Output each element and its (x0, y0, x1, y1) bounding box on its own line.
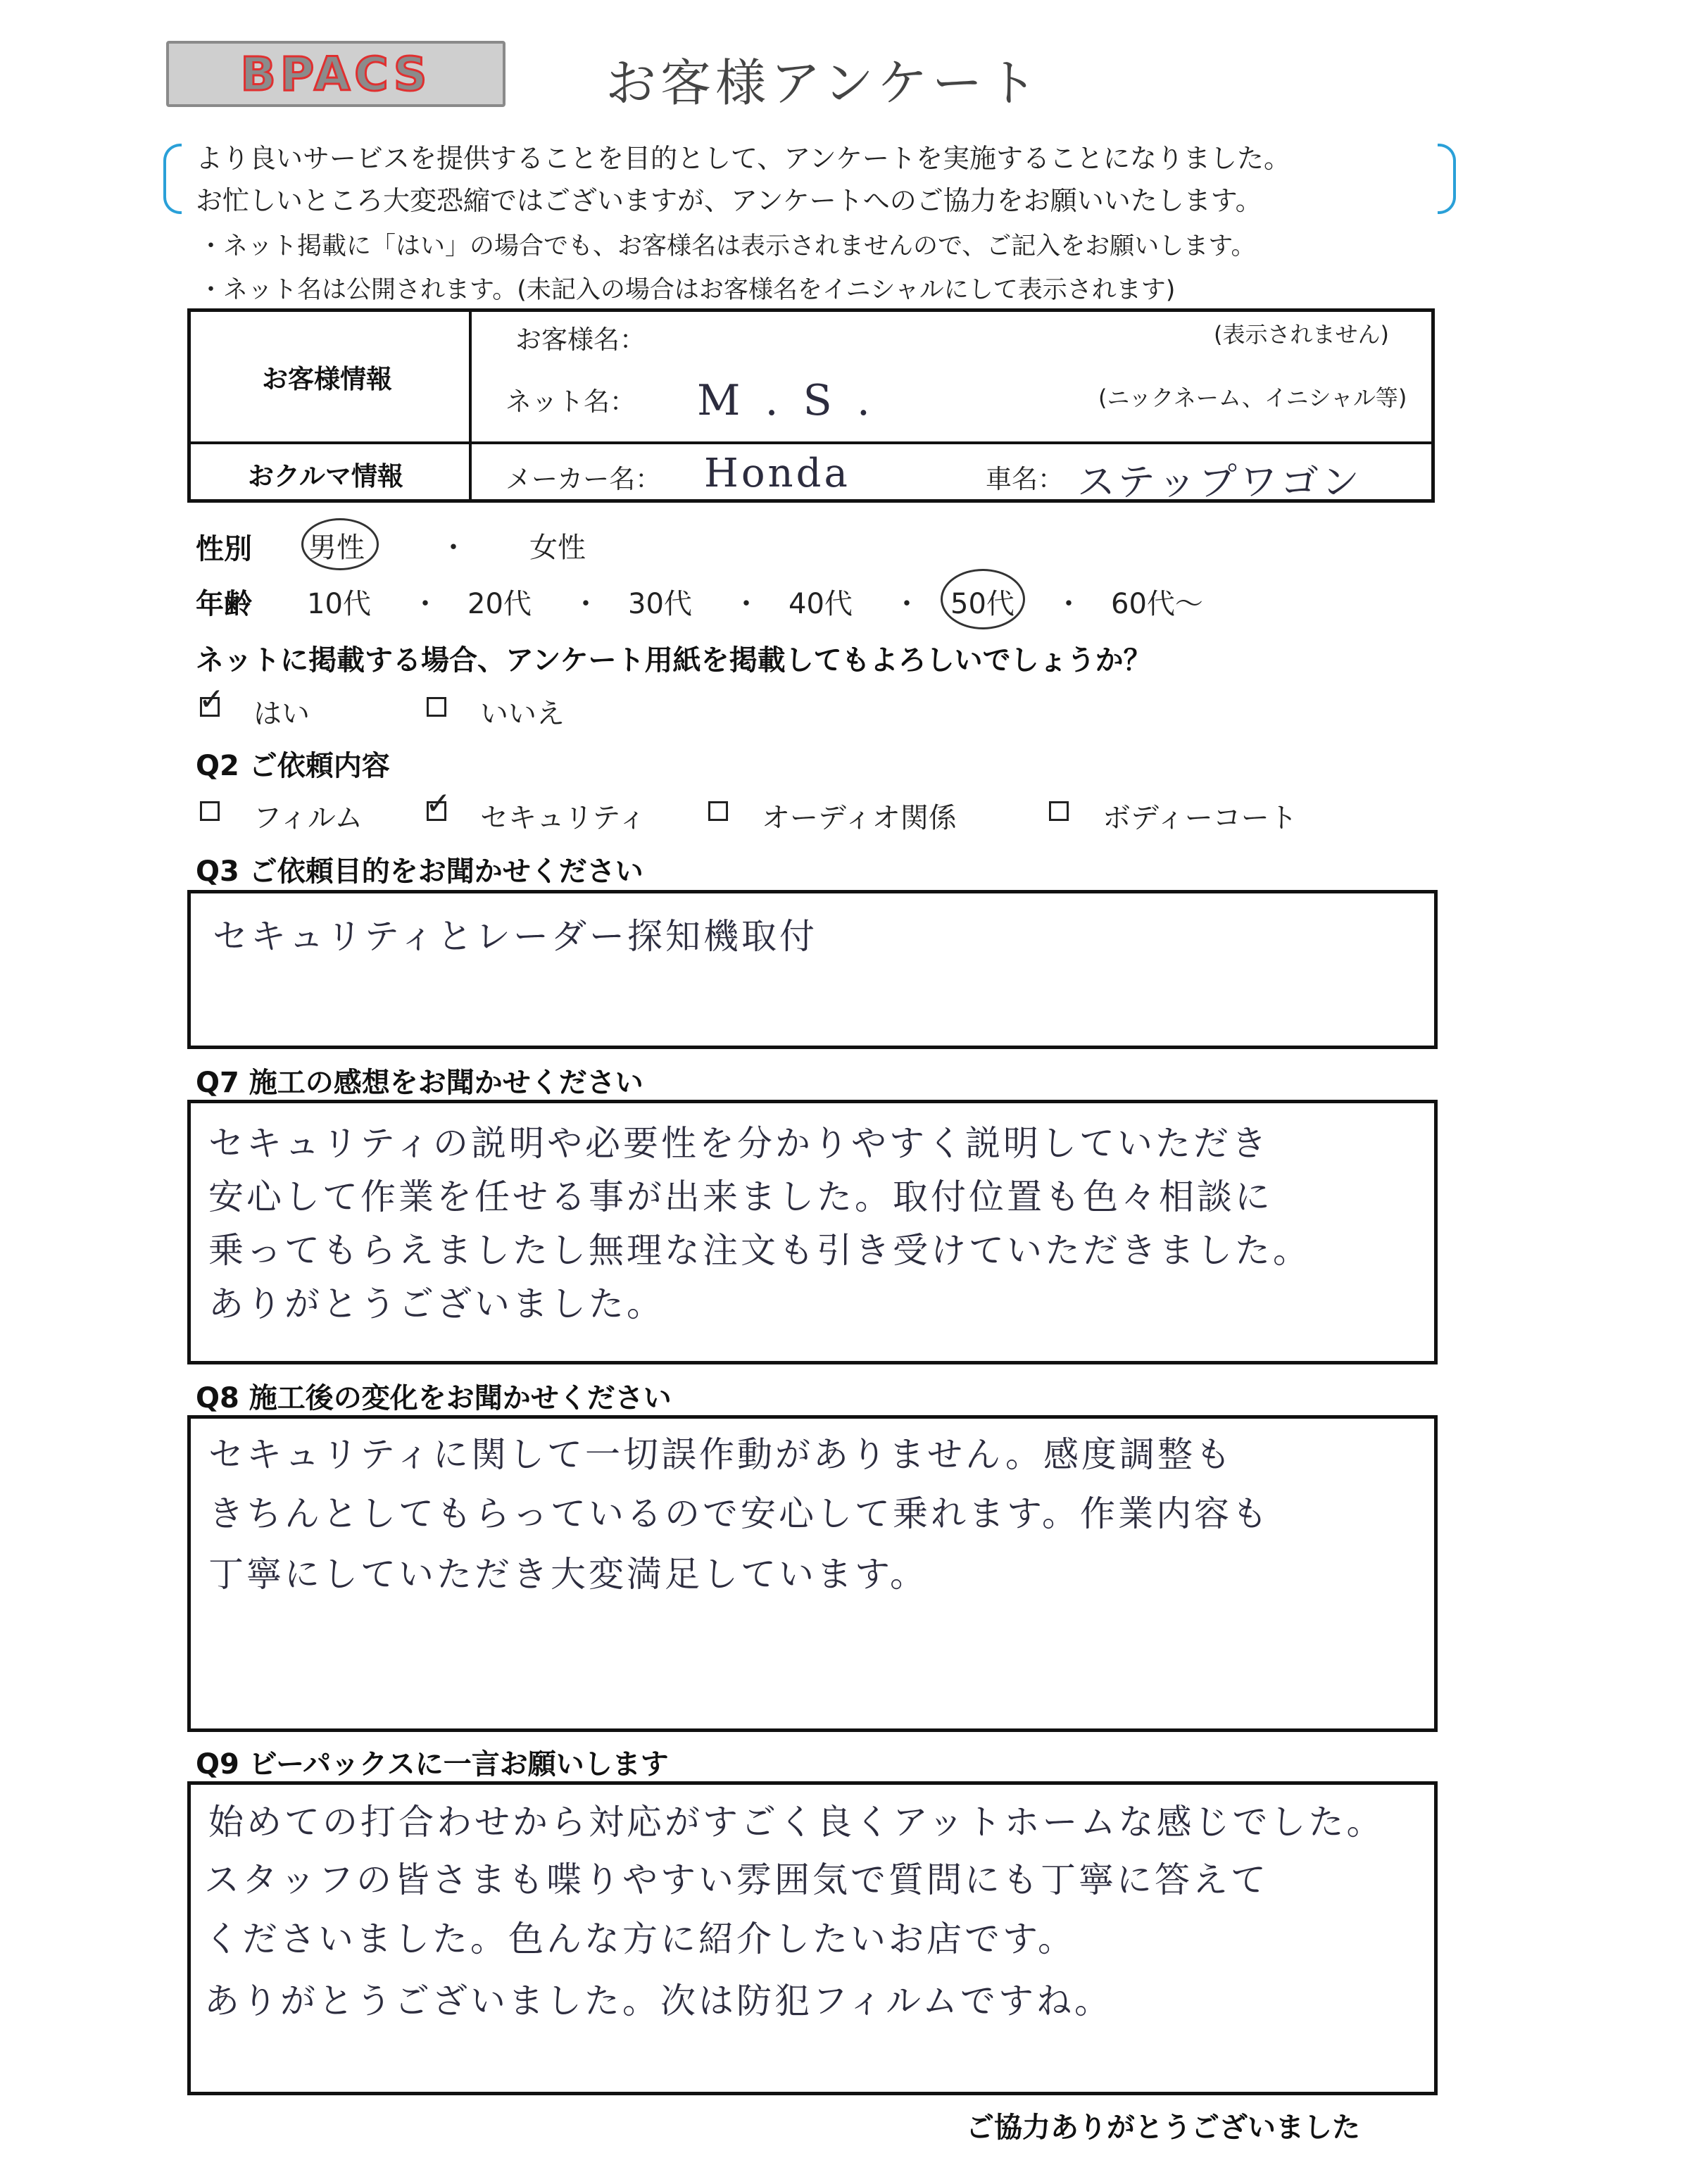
car-info-label: おクルマ情報 (248, 461, 403, 491)
q2-audio-checkbox[interactable] (708, 801, 728, 821)
age-option-20s[interactable]: 20代 (467, 588, 532, 620)
car-name-label: 車名： (986, 464, 1064, 494)
customer-info-label: お客様情報 (262, 364, 392, 394)
publish-no-checkbox[interactable] (427, 697, 446, 717)
maker-value[interactable]: Honda (704, 451, 850, 496)
age-separator: ・ (411, 588, 439, 620)
q9-answer-line: スタッフの皆さまも喋りやすい雰囲気で質問にも丁寧に答えて (204, 1859, 1269, 1900)
age-option-60s-plus[interactable]: 60代〜 (1111, 588, 1203, 620)
net-name-note: (ニックネーム、イニシャル等) (1098, 384, 1407, 411)
q8-answer-line: 丁寧にしていただき大変満足しています。 (208, 1554, 928, 1595)
q7-label: Q7 施工の感想をお聞かせください (196, 1067, 643, 1099)
age-separator: ・ (732, 588, 760, 620)
intro-bracket-left (163, 144, 182, 214)
q9-answer-line: 始めての打合わせから対応がすごく良くアットホームな感じでした。 (208, 1802, 1385, 1843)
gender-label: 性別 (196, 533, 252, 565)
q7-answer-line: 乗ってもらえましたし無理な注文も引き受けていただきました。 (208, 1230, 1311, 1271)
age-option-50s[interactable]: 50代 (950, 588, 1015, 620)
q8-answer-line: セキュリティに関して一切誤作動がありません。感度調整も (208, 1434, 1233, 1475)
intro-bracket-right (1438, 144, 1456, 214)
maker-label: メーカー名： (505, 464, 662, 494)
q3-answer-line: セキュリティとレーダー探知機取付 (213, 916, 817, 957)
intro-note-2: ・ネット名は公開されます。(未記入の場合はお客様名をイニシャルにして表示されます) (199, 276, 1176, 304)
q7-answer-line: ありがとうございました。 (208, 1284, 665, 1324)
q7-answer-line: セキュリティの説明や必要性を分かりやすく説明していただき (208, 1123, 1269, 1164)
q9-label: Q9 ビーパックスに一言お願いします (196, 1748, 669, 1781)
q3-label: Q3 ご依頼目的をお聞かせください (196, 855, 643, 888)
age-separator: ・ (572, 588, 600, 620)
q2-label: Q2 ご依頼内容 (196, 750, 390, 782)
q2-audio-label: オーディオ関係 (762, 802, 957, 834)
q9-answer-line: ありがとうございました。次は防犯フィルムですね。 (204, 1981, 1112, 2021)
age-option-40s[interactable]: 40代 (789, 588, 853, 620)
customer-name-note: (表示されません) (1214, 321, 1389, 348)
table-divider-vertical (469, 308, 472, 503)
bpacs-logo (166, 41, 505, 107)
q2-security-label: セキュリティ (480, 802, 646, 834)
age-separator: ・ (893, 588, 921, 620)
q9-answer-line: くださいました。色んな方に紹介したいお店です。 (204, 1919, 1076, 1959)
q8-label: Q8 施工後の変化をお聞かせください (196, 1382, 672, 1414)
table-divider-horizontal (187, 441, 1435, 444)
publish-yes-checkmark-icon: ✓ (199, 682, 225, 717)
age-separator: ・ (1055, 588, 1083, 620)
intro-line-2: お忙しいところ大変恐縮ではございますが、アンケートへのご協力をお願いいたします。 (196, 185, 1262, 216)
age-option-30s[interactable]: 30代 (628, 588, 692, 620)
intro-line-1: より良いサービスを提供することを目的として、アンケートを実施することになりました。 (196, 143, 1290, 174)
q7-answer-line: 安心して作業を任せる事が出来ました。取付位置も色々相談に (208, 1176, 1273, 1217)
age-option-10s[interactable]: 10代 (307, 588, 371, 620)
q2-film-checkbox[interactable] (200, 801, 220, 821)
car-name-value[interactable]: ステップワゴン (1077, 460, 1362, 504)
intro-note-1: ・ネット掲載に「はい」の場合でも、お客様名は表示されませんので、ご記入をお願いします。 (199, 232, 1256, 261)
age-label: 年齢 (196, 588, 252, 620)
gender-option-female[interactable]: 女性 (529, 532, 586, 564)
customer-name-label: お客様名： (515, 325, 646, 355)
gender-separator: ・ (439, 532, 467, 564)
q2-bodycoat-label: ボディーコート (1103, 802, 1298, 834)
net-name-value[interactable]: M . S . (697, 376, 876, 425)
footer-thanks: ご協力ありがとうございました (966, 2111, 1360, 2144)
publish-question: ネットに掲載する場合、アンケート用紙を掲載してもよろしいでしょうか？ (196, 644, 1152, 677)
publish-yes-label: はい (253, 698, 310, 730)
gender-option-male[interactable]: 男性 (308, 532, 365, 564)
publish-no-label: いいえ (480, 698, 565, 730)
logo-text: BPACS (240, 46, 432, 101)
page-title: お客様アンケート (605, 54, 1042, 113)
q8-answer-line: きちんとしてもらっているので安心して乗れます。作業内容も (208, 1493, 1270, 1534)
q2-security-checkmark-icon: ✓ (425, 786, 451, 822)
q2-bodycoat-checkbox[interactable] (1049, 801, 1069, 821)
net-name-label: ネット名： (505, 387, 636, 417)
q2-film-label: フィルム (253, 802, 363, 834)
